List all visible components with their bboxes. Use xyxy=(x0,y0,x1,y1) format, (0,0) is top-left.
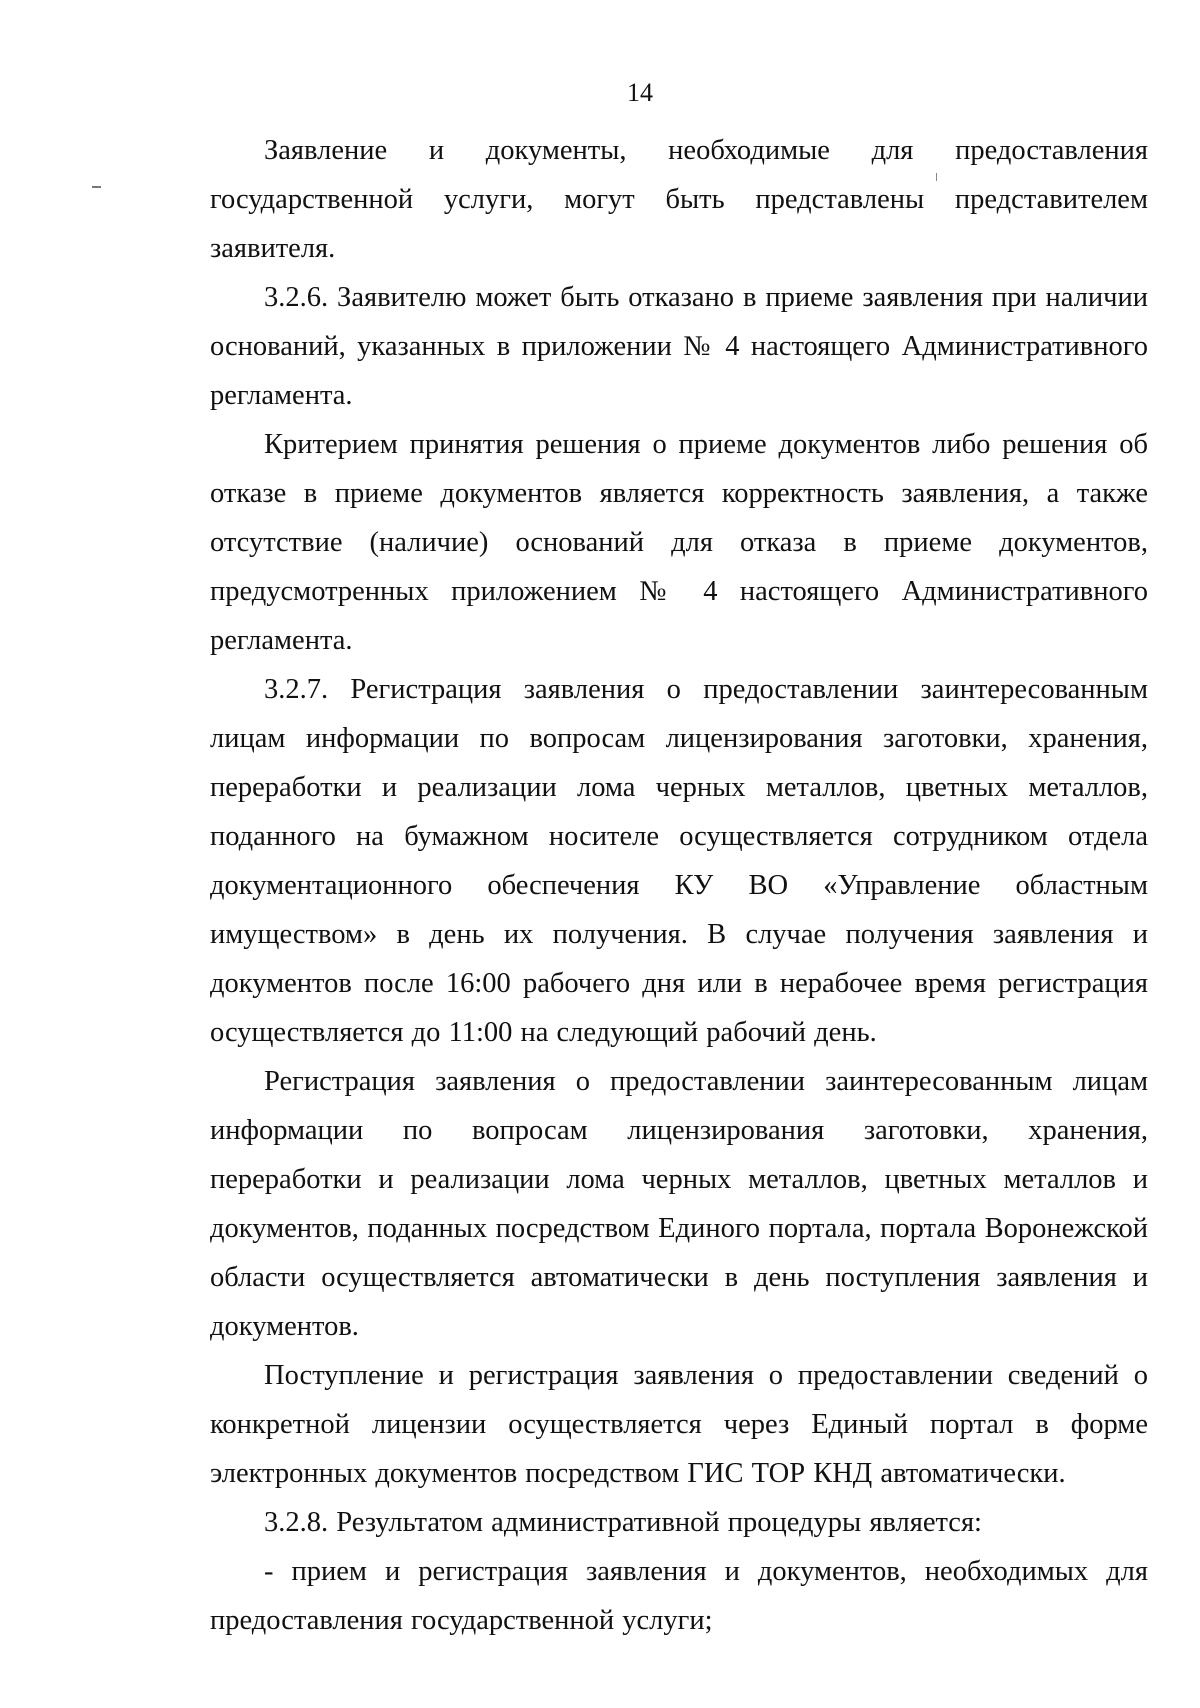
paragraph-3-2-8: 3.2.8. Результатом административной процедуры является: xyxy=(264,1507,982,1538)
page-number: 14 xyxy=(627,78,653,107)
document-body xyxy=(210,126,1148,1645)
paragraph-3-2-7: 3.2.7. Регистрация заявления о предоставлении заинтересованным лицам информации по вопросам лицензирования заготовки, хранения, переработки и реализации лома черных металлов, цветных металлов, поданного на бумажном носителе осуществляется сотрудником отдела документационного обеспечения КУ ВО «Управление областным имуществом» в день их получения. В случае получения заявления и документов после 16:00 рабочего дня или в нерабочее время регистрация осуществляется до 11:00 на следующий рабочий день. xyxy=(210,674,1148,1048)
list-item-result: - прием и регистрация заявления и документов, необходимых для предоставления государственной услуги; xyxy=(210,1556,1148,1636)
paragraph-portal-registration: Регистрация заявления о предоставлении заинтересованным лицам информации по вопросам лицензирования заготовки, хранения, переработки и реализации лома черных металлов, цветных металлов и документов, поданных посредством Единого портала, портала Воронежской области осуществляется автоматически в день поступления заявления и документов. xyxy=(210,1066,1148,1342)
scan-artifact-dash xyxy=(92,186,101,188)
paragraph-applicant-representative: Заявление и документы, необходимые для предоставления государственной услуги, могут быть представлены представителем заявителя. xyxy=(210,135,1148,264)
paragraph-acceptance-criteria: Критерием принятия решения о приеме документов либо решения об отказе в приеме документов является корректность заявления, а также отсутствие (наличие) оснований для отказа в приеме документов, предусмотренных приложением № 4 настоящего Административного регламента. xyxy=(210,429,1148,656)
paragraph-license-info-registration: Поступление и регистрация заявления о предоставлении сведений о конкретной лицензии осуществляется через Единый портал в форме электронных документов посредством ГИС ТОР КНД автоматически. xyxy=(210,1360,1148,1489)
paragraph-3-2-6: 3.2.6. Заявителю может быть отказано в приеме заявления при наличии оснований, указанных в приложении № 4 настоящего Административного регламента. xyxy=(210,282,1148,411)
